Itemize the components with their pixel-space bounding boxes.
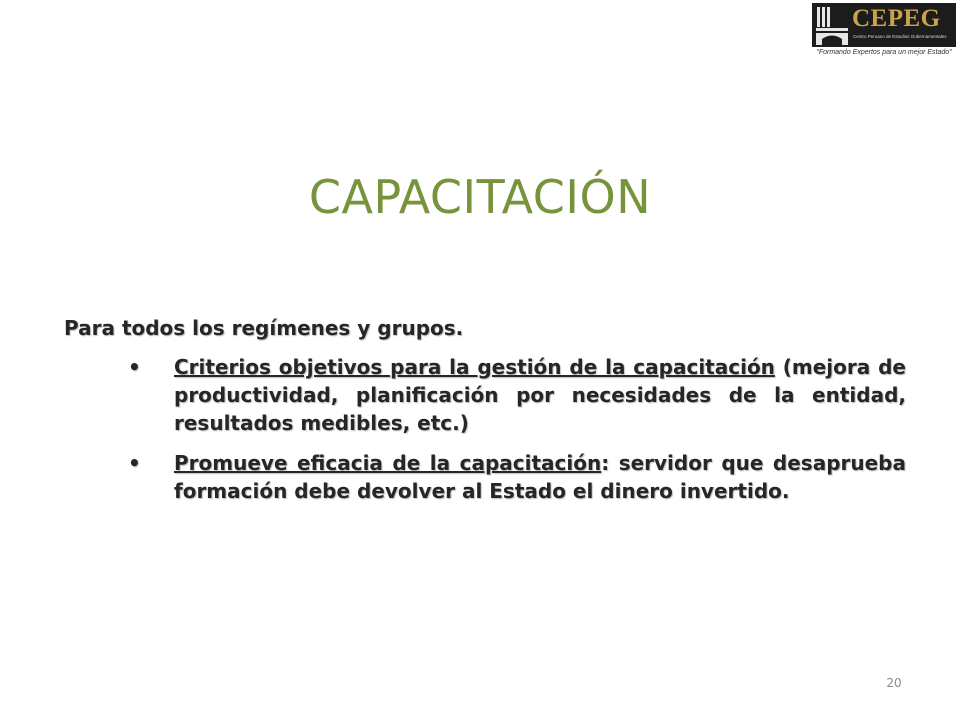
- logo-subtitle: Centro Peruano de Estudios Gubernamentales: [853, 34, 947, 39]
- slide-title: CAPACITACIÓN: [308, 170, 652, 224]
- bullet-marker: •: [128, 451, 141, 475]
- page-number: 20: [886, 676, 902, 690]
- bullet-text: : servidor que desaprueba formación debe devolver al Estado el dinero invertido.: [174, 451, 906, 503]
- logo-name: CEPEG: [852, 5, 941, 32]
- bullet-marker: •: [128, 355, 141, 379]
- intro-text: Para todos los regímenes y grupos.: [64, 316, 464, 340]
- slide-body: [64, 313, 906, 517]
- cepeg-logo: [808, 0, 960, 62]
- building-emblem-icon: [814, 3, 850, 47]
- bullet-item: [64, 449, 906, 505]
- bullet-underlined-text: Promueve eficacia de la capacitación: [174, 451, 602, 475]
- logo-badge: [812, 3, 956, 47]
- bullet-text: (mejora de productividad, planificación por necesidades de la entidad, resultados medibles, etc.): [174, 355, 906, 435]
- bullet-underlined-text: Criterios objetivos para la gestión de la capacitación: [174, 355, 775, 379]
- logo-tagline: "Formando Expertos para un mejor Estado": [816, 49, 952, 56]
- bullet-list: [64, 353, 906, 505]
- bullet-item: [64, 353, 906, 437]
